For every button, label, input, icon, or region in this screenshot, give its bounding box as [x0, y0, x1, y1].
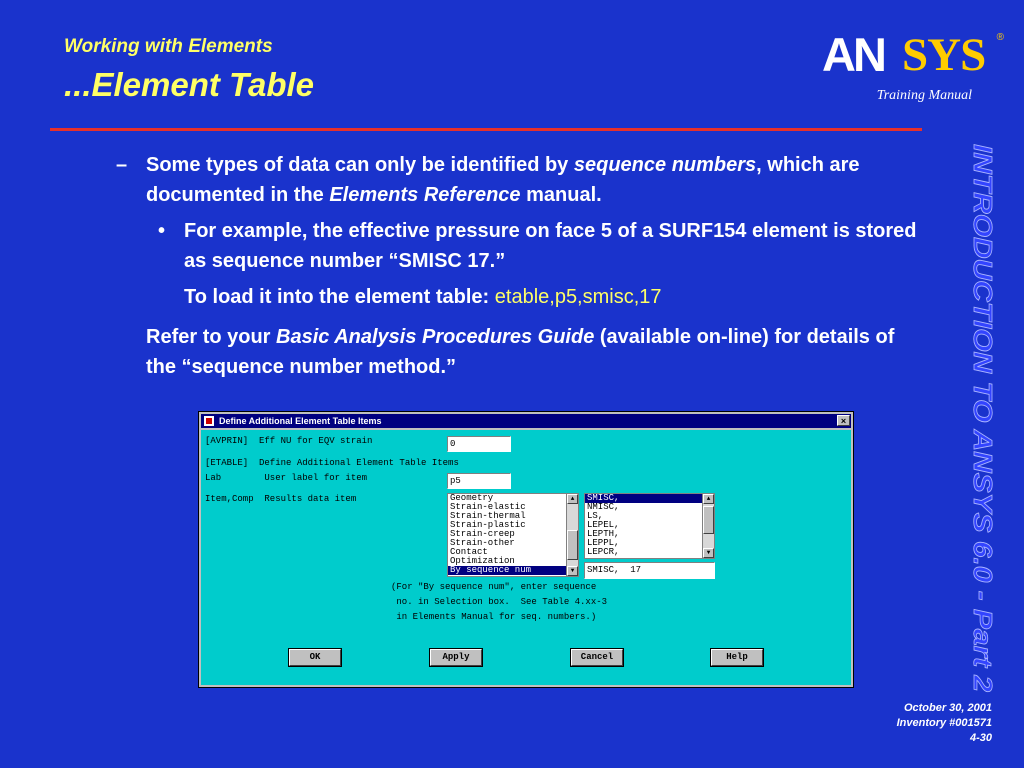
- list-item[interactable]: LEPTH,: [587, 529, 620, 539]
- refer-text-2: (available on-line) for details of the “sequence number method.”: [146, 326, 895, 378]
- component-scrollbar[interactable]: [702, 494, 714, 558]
- footer-date: October 30, 2001: [903, 702, 992, 714]
- logo-sys-text: SYS: [902, 29, 986, 81]
- note-line-3: in Elements Manual for seq. numbers.): [391, 612, 597, 622]
- note-line-2: no. in Selection box. See Table 4.xx-3: [391, 597, 608, 607]
- p1-text-3: manual.: [520, 184, 602, 206]
- registered-mark: ®: [996, 32, 1004, 43]
- refer-text-1: Refer to your: [146, 326, 277, 348]
- component-list[interactable]: [584, 493, 715, 559]
- list-item[interactable]: NMISC,: [587, 502, 620, 512]
- sidebar-text: INTRODUCTION TO ANSYS 6.0 - Part 2: [968, 144, 998, 621]
- item-category-scrollbar[interactable]: [566, 494, 578, 576]
- lab-label: Lab User label for item: [205, 473, 368, 483]
- lab-input[interactable]: p5: [447, 473, 511, 489]
- p1-text-1: Some types of data can only be identified by: [146, 154, 574, 176]
- list-item[interactable]: Strain-thermal: [450, 511, 526, 521]
- list-item[interactable]: Strain-elastic: [450, 502, 526, 512]
- etable-section-label: [ETABLE] Define Additional Element Table Items: [205, 458, 459, 468]
- scroll-thumb[interactable]: [703, 506, 714, 534]
- window-icon: [204, 416, 214, 426]
- apply-button[interactable]: Apply: [430, 649, 482, 666]
- bullet-marker: •: [158, 220, 166, 242]
- list-item[interactable]: By sequence num: [448, 566, 578, 575]
- item-category-list[interactable]: [447, 493, 579, 577]
- bullet-paragraph: [120, 216, 920, 276]
- sidebar-course-title: [946, 140, 1016, 700]
- load-paragraph: [120, 282, 920, 312]
- help-button[interactable]: Help: [711, 649, 763, 666]
- component-selection-input[interactable]: SMISC, 17: [584, 562, 715, 579]
- p1-text-2: , which are documented in the: [146, 154, 860, 206]
- list-item[interactable]: LEPEL,: [587, 520, 620, 530]
- footer-page-number: 4-30: [969, 732, 992, 744]
- cancel-button[interactable]: Cancel: [571, 649, 623, 666]
- ansys-logo: [822, 30, 1004, 80]
- bullet-text: For example, the effective pressure on face 5 of a SURF154 element is stored as sequence number “SMISC 17.”: [184, 220, 917, 272]
- list-item[interactable]: LEPCR,: [587, 547, 620, 557]
- refer-emphasis: Basic Analysis Procedures Guide: [276, 326, 595, 348]
- dialog-title: Define Additional Element Table Items: [219, 416, 382, 426]
- component-items: [585, 494, 714, 557]
- header-divider: [50, 128, 922, 131]
- load-label: To load it into the element table:: [184, 286, 495, 308]
- define-element-table-dialog: [198, 411, 854, 688]
- slide-body: [116, 150, 920, 382]
- etable-command: etable,p5,smisc,17: [494, 286, 662, 308]
- page-title: ...Element Table: [64, 66, 315, 103]
- list-item[interactable]: Optimization: [450, 556, 515, 566]
- list-item[interactable]: LS,: [587, 511, 604, 521]
- list-item[interactable]: Geometry: [450, 493, 494, 503]
- dash-marker: –: [116, 154, 128, 176]
- close-button[interactable]: ×: [837, 415, 850, 426]
- avprin-label: [AVPRIN] Eff NU for EQV strain: [205, 436, 373, 446]
- item-category-items: [448, 494, 578, 575]
- avprin-input[interactable]: 0: [447, 436, 511, 452]
- footer-inventory: Inventory #001571: [896, 717, 992, 729]
- scroll-down-icon[interactable]: ▼: [567, 566, 578, 576]
- list-item[interactable]: Strain-other: [450, 538, 515, 548]
- list-item[interactable]: Strain-creep: [450, 529, 515, 539]
- dash-paragraph: [116, 150, 920, 210]
- note-line-1: (For "By sequence num", enter sequence: [391, 582, 597, 592]
- dialog-client-area: [201, 430, 851, 685]
- ok-button[interactable]: OK: [289, 649, 341, 666]
- item-comp-label: Item,Comp Results data item: [205, 494, 357, 504]
- p1-emphasis-2: Elements Reference: [329, 184, 521, 206]
- scroll-thumb[interactable]: [567, 530, 578, 560]
- scroll-up-icon[interactable]: ▲: [703, 494, 714, 504]
- list-item[interactable]: Strain-plastic: [450, 520, 526, 530]
- dialog-titlebar[interactable]: [201, 414, 851, 428]
- scroll-up-icon[interactable]: ▲: [567, 494, 578, 504]
- scroll-down-icon[interactable]: ▼: [703, 548, 714, 558]
- training-manual-label: Training Manual: [876, 88, 972, 103]
- p1-emphasis-1: sequence numbers: [573, 154, 757, 176]
- section-title: Working with Elements: [64, 36, 273, 57]
- refer-paragraph: [120, 322, 920, 382]
- list-item[interactable]: LEPPL,: [587, 538, 620, 548]
- list-item[interactable]: Contact: [450, 547, 488, 557]
- logo-an-text: AN: [822, 28, 884, 81]
- list-item[interactable]: SMISC,: [585, 494, 714, 503]
